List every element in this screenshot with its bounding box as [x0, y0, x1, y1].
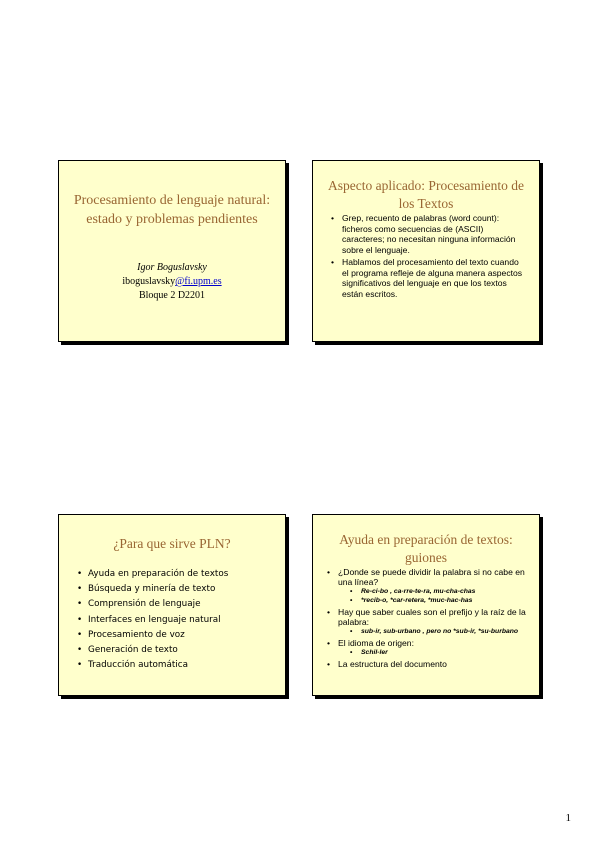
bullet-list	[327, 567, 531, 671]
sub-list	[338, 587, 531, 605]
email-user: iboguslavsky	[122, 276, 176, 287]
list-item: • Interfaces en lenguaje natural	[77, 613, 275, 628]
email-domain-link[interactable]: @fi.upm.es	[175, 276, 222, 287]
list-item: • Generación de texto	[77, 643, 275, 658]
sub-list	[338, 648, 531, 657]
list-item: • Ayuda en preparación de textos	[77, 567, 275, 582]
list-item: • Procesamiento de voz	[77, 628, 275, 643]
slide-title-text: Aspecto aplicado: Procesamiento de los Textos	[327, 178, 525, 211]
room-label: Bloque 2 D2201	[138, 290, 206, 301]
list-item: • Búsqueda y minería de texto	[77, 582, 275, 597]
slide-guiones	[312, 514, 540, 696]
list-item-text: ¿Donde se puede dividir la palabra si no cabe en una línea?	[338, 567, 525, 587]
list-item-text: La estructura del documento	[338, 659, 447, 669]
slide-title-text: ¿Para que sirve PLN?	[113, 536, 231, 551]
sub-list-item: • Schil-ler	[350, 648, 531, 657]
slide-title	[58, 160, 286, 342]
sub-list	[338, 627, 531, 636]
list-item	[327, 659, 531, 669]
author-block	[59, 261, 285, 303]
slide-title-text: Procesamiento de lenguaje natural: estado y problemas pendientes	[73, 193, 271, 227]
list-item-text: Hay que saber cuales son el prefijo y la raíz de la palabra:	[338, 607, 526, 627]
list-item	[327, 607, 531, 636]
page-number: 1	[565, 812, 571, 824]
sub-list-item: • *recib-o, *car-retera, *muc-hac-has	[350, 596, 531, 605]
author-name: Igor Boguslavsky	[137, 262, 207, 273]
author-email	[59, 275, 285, 289]
slide-aspecto-aplicado	[312, 160, 540, 342]
list-item: • Traducción automática	[77, 658, 275, 673]
sub-list-item: • sub-ir, sub-urbano , pero no *sub-ir, *su-burbano	[350, 627, 531, 636]
list-item: • Grep, recuento de palabras (word count): ficheros como secuencias de (ASCII) caracteres; no necesitan ninguna información sobre el lenguaje.	[331, 213, 527, 255]
slide-title-text: Ayuda en preparación de textos: guiones	[339, 532, 513, 565]
list-item: • Hablamos del procesamiento del texto cuando el programa refleje de alguna manera aspectos significativos del lenguaje en que los textos están escritos.	[331, 257, 527, 299]
bullet-list	[331, 213, 527, 301]
list-item	[327, 567, 531, 605]
list-item	[327, 638, 531, 657]
list-item: • Comprensión de lenguaje	[77, 597, 275, 612]
list-item-text: El idioma de origen:	[338, 638, 414, 648]
slide-para-que-sirve	[58, 514, 286, 696]
sub-list-item: • Re-ci-bo , ca-rre-te-ra, mu-cha-chas	[350, 587, 531, 596]
bullet-list	[77, 567, 275, 673]
